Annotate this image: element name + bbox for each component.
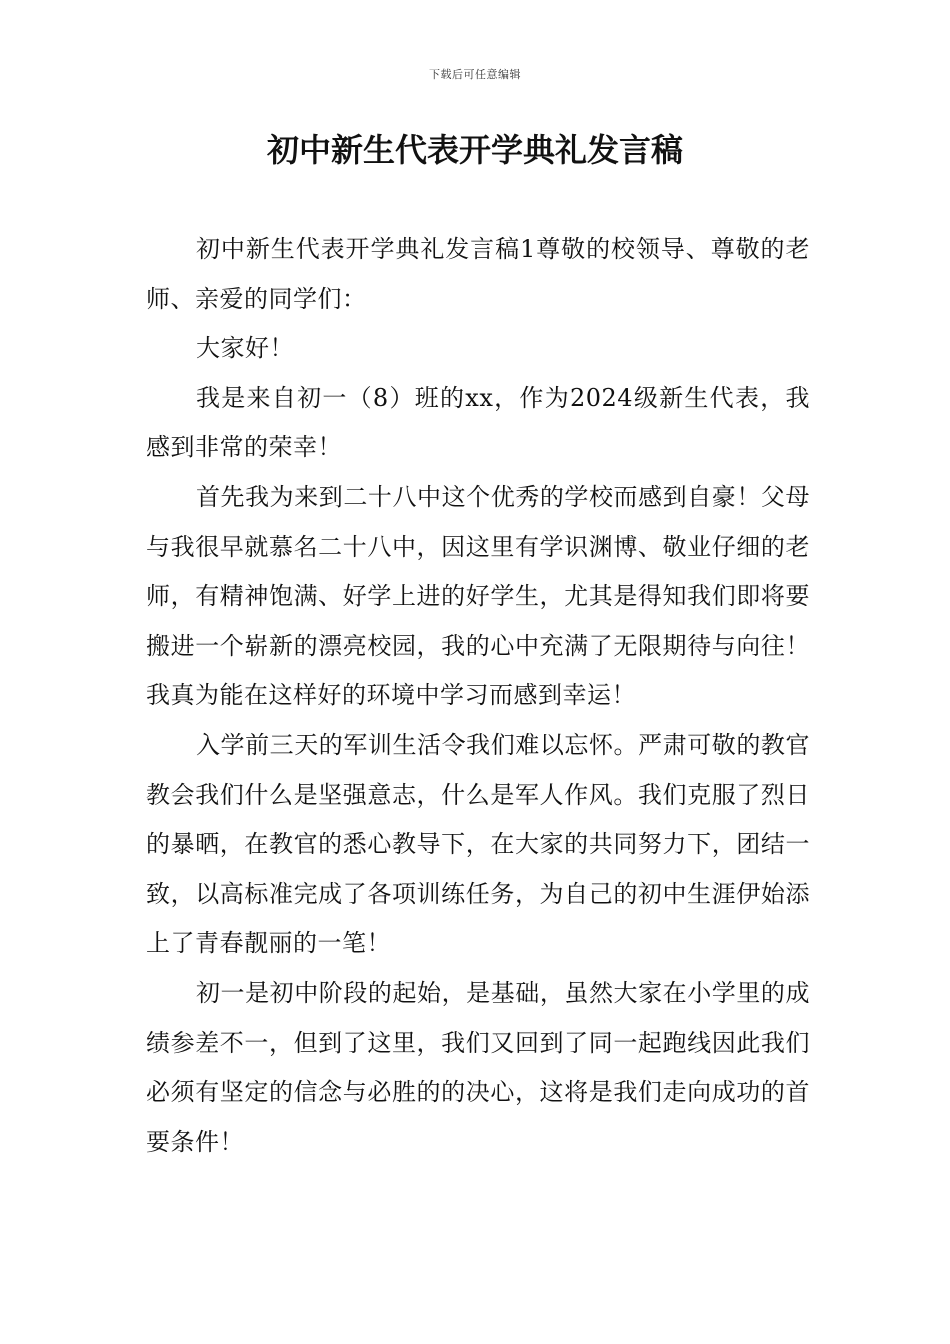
paragraph-hello: 大家好！ bbox=[196, 334, 294, 363]
paragraph-military-training: 入学前三天的军训生活令我们难以忘怀。严肃可敬的教官教会我们什么是坚强意志，什么是军人作风。我们克服了烈日的暴晒，在教官的悉心教导下，在大家的共同努力下，团结一致，以高标准完成了各项训练任务，为自己的初中生涯伊始添上了青春靓丽的一笔！ bbox=[146, 730, 810, 958]
paragraph-greeting: 初中新生代表开学典礼发言稿1尊敬的校领导、尊敬的老师、亲爱的同学们： bbox=[146, 235, 810, 313]
document-title: 初中新生代表开学典礼发言稿 bbox=[266, 131, 683, 169]
header-note: 下载后可任意编辑 bbox=[429, 68, 521, 81]
document-body bbox=[146, 225, 810, 1167]
paragraph-school-pride: 首先我为来到二十八中这个优秀的学校而感到自豪！父母与我很早就慕名二十八中，因这里有学识渊博、敬业仔细的老师，有精神饱满、好学上进的好学生，尤其是得知我们即将要搬进一个崭新的漂亮校园，我的心中充满了无限期待与向往！我真为能在这样好的环境中学习而感到幸运！ bbox=[146, 482, 810, 710]
paragraph-introduction: 我是来自初一（8）班的xx，作为2024级新生代表，我感到非常的荣幸！ bbox=[146, 383, 810, 462]
paragraph-first-year: 初一是初中阶段的起始，是基础，虽然大家在小学里的成绩参差不一，但到了这里，我们又回到了同一起跑线因此我们必须有坚定的信念与必胜的的决心，这将是我们走向成功的首要条件！ bbox=[146, 978, 810, 1156]
